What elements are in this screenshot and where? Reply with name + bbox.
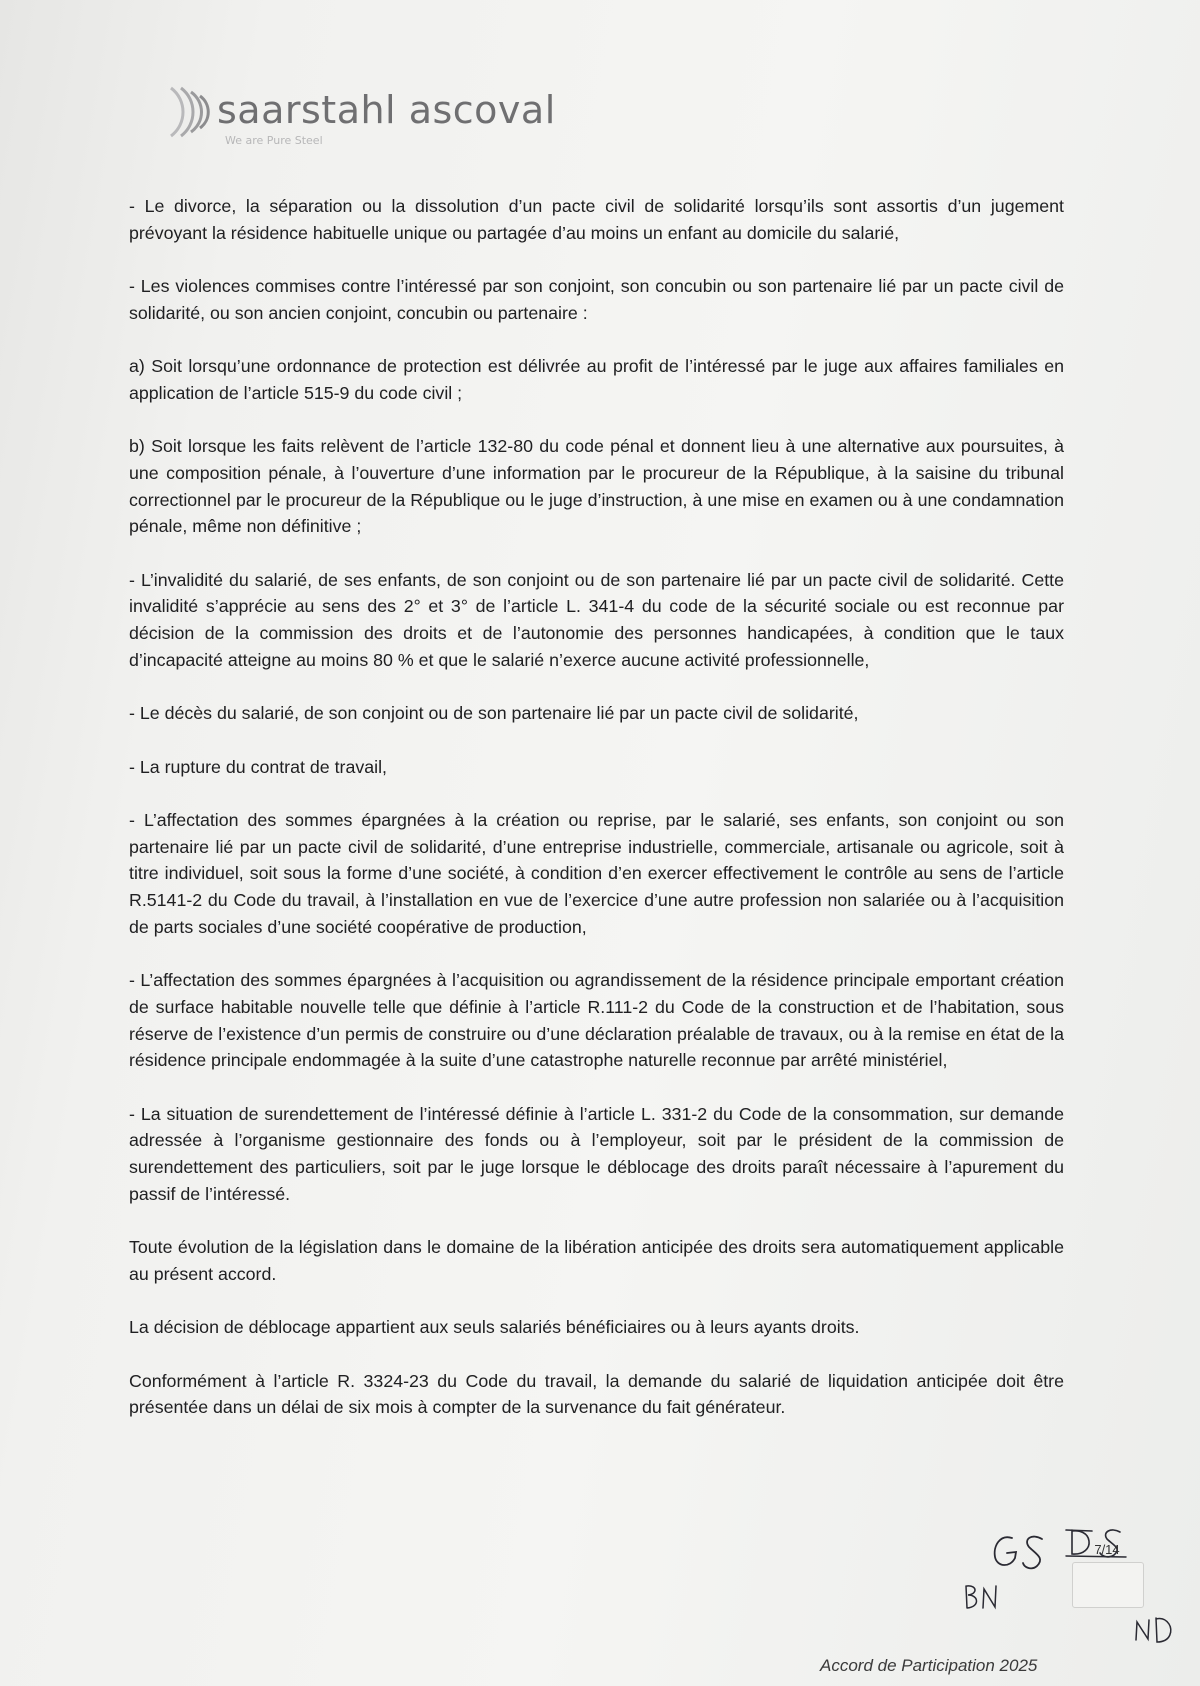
paragraph-evolution-legislation: Toute évolution de la législation dans le domaine de la libération anticipée des droits sera automatiquement applicable au présent accord. [129, 1237, 1064, 1284]
initials-gs-signature [990, 1530, 1050, 1572]
document-footer: Accord de Participation 2025 [820, 1656, 1038, 1675]
document-body [129, 193, 1064, 1448]
paragraph-decision-deblocage: La décision de déblocage appartient aux seuls salariés bénéficiaires ou à leurs ayants droits. [129, 1317, 860, 1338]
paragraph-delai-demande: Conformément à l’article R. 3324-23 du Code du travail, la demande du salarié de liquidation anticipée doit être présentée dans un délai de six mois à compter de la survenance du fait générateur. [129, 1370, 1064, 1418]
company-logo [165, 84, 625, 154]
paragraph-residence-principale: - L’affectation des sommes épargnées à l’acquisition ou agrandissement de la résidence principale emportant création de surface habitable nouvelle telle que définie à l’article R.111-2 du Code de la construction et de l’habitation, sous réserve de l’existence d’un permis de construire ou d’une déclaration préalable de travaux, ou à la remise en état de la résidence principale endommagée à la suite d’une catastrophe naturelle reconnue par arrêté ministériel, [129, 970, 1064, 1071]
paragraph-rupture: - La rupture du contrat de travail, [129, 756, 387, 777]
paragraph-code-penal: b) Soit lorsque les faits relèvent de l’article 132-80 du code pénal et donnent lieu à une alternative aux poursuites, à une composition pénale, à l’ouverture d’une information par le procureur de la République, à la saisine du tribunal correctionnel par le procureur de la République ou le juge d’instruction, à une mise en examen ou à une condamnation pénale, même non définitive ; [129, 436, 1064, 537]
paragraph-violences: - Les violences commises contre l’intéressé par son conjoint, son concubin ou son partenaire lié par un pacte civil de solidarité, ou son ancien conjoint, concubin ou partenaire : [129, 276, 1064, 323]
paragraph-divorce: - Le divorce, la séparation ou la dissolution d’un pacte civil de solidarité lorsqu’ils sont assortis d’un jugement prévoyant la résidence habituelle unique ou partagée d’au moins un enfant au domicile du salarié, [129, 196, 1064, 243]
page-number: 7/14 [1094, 1542, 1120, 1557]
logo-waves-icon [165, 84, 217, 140]
page-number-box [1072, 1562, 1144, 1608]
paragraph-invalidite: - L’invalidité du salarié, de ses enfants, de son conjoint ou de son partenaire lié par un pacte civil de solidarité. Cette invalidité s’apprécie au sens des 2° et 3° de l’article L. 341-4 du code de la sécurité sociale ou est reconnue par décision de la commission des droits et de l’autonomie des personnes handicapées, à condition que le taux d’incapacité atteigne au moins 80 % et que le salarié n’exerce aucune activité professionnelle, [129, 569, 1064, 670]
paragraph-creation-entreprise: - L’affectation des sommes épargnées à la création ou reprise, par le salarié, ses enfants, son conjoint ou son partenaire lié par un pacte civil de solidarité, d’une entreprise industrielle, commerciale, artisanale ou agricole, soit à titre individuel, soit sous la forme d’une société, à condition d’en exercer effectivement le contrôle au sens de l’article R.5141-2 du Code du travail, à l’installation en vue de l’exercice d’une autre profession non salariée ou à l’acquisition de parts sociales d’une société coopérative de production, [129, 810, 1064, 937]
paragraph-deces: - Le décès du salarié, de son conjoint ou de son partenaire lié par un pacte civil de solidarité, [129, 703, 859, 724]
paragraph-surendettement: - La situation de surendettement de l’intéressé définie à l’article L. 331-2 du Code de la consommation, sur demande adressée à l’organisme gestionnaire des fonds ou à l’employeur, soit par le président de la commission de surendettement des particuliers, soit par le juge lorsque le déblocage des droits paraît nécessaire à l’apurement du passif de l’intéressé. [129, 1103, 1064, 1204]
logo-brand-name: saarstahl ascoval [217, 88, 556, 132]
paragraph-ordonnance: a) Soit lorsqu’une ordonnance de protection est délivrée au profit de l’intéressé par le juge aux affaires familiales en application de l’article 515-9 du code civil ; [129, 356, 1064, 403]
initials-bn-signature [962, 1582, 1000, 1612]
logo-tagline: We are Pure Steel [225, 134, 323, 147]
initials-nd-signature [1132, 1614, 1174, 1646]
